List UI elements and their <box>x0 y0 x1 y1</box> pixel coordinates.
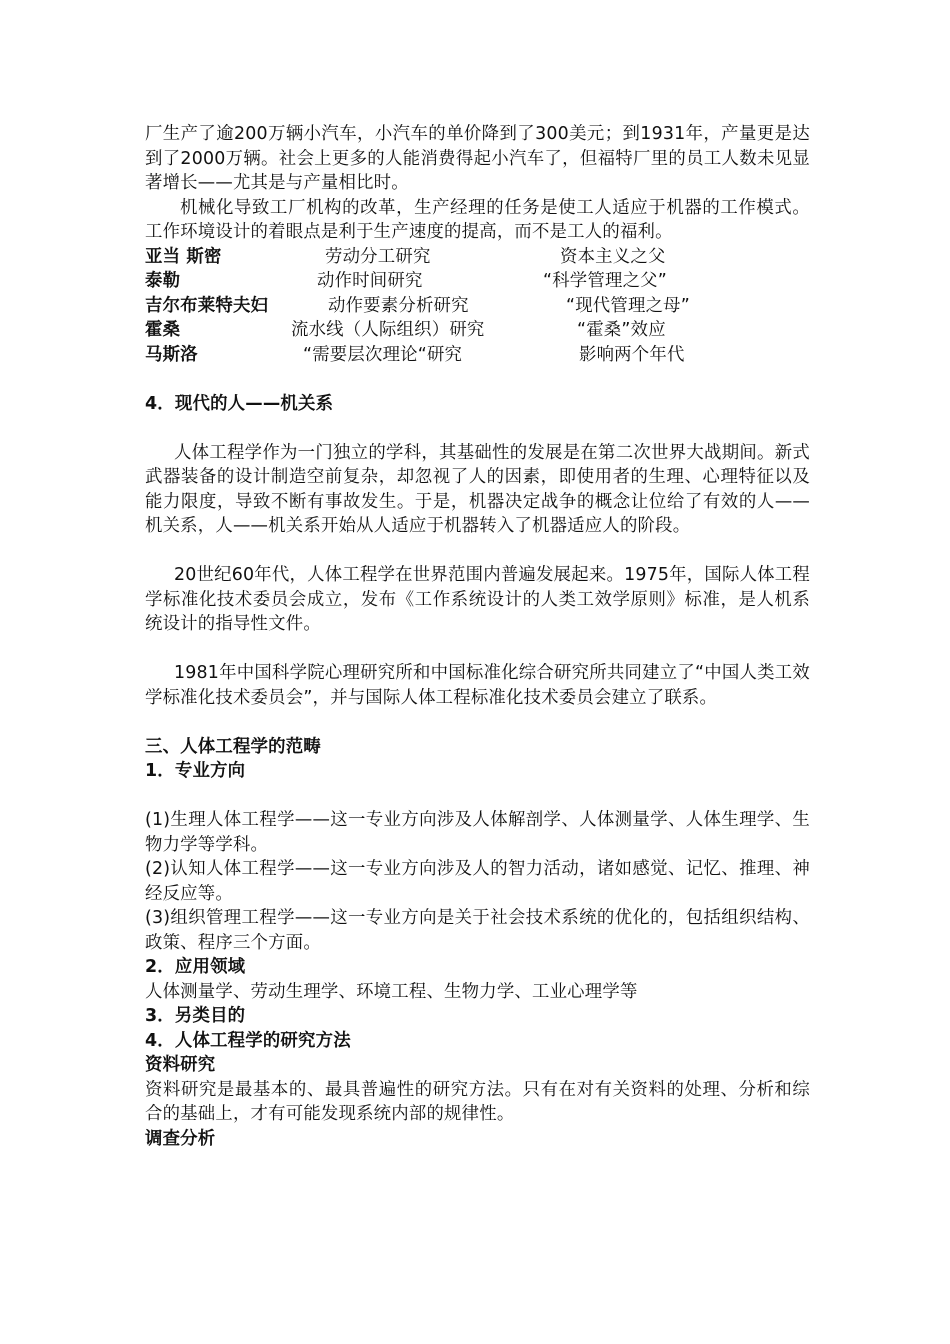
method-text-literature: 资料研究是最基本的、最具普遍性的研究方法。只有在对有关资料的处理、分析和综合的基础上，才有可能发现系统内部的规律性。 <box>145 1079 810 1124</box>
person-name: 霍桑 <box>145 320 181 340</box>
people-row <box>145 318 810 343</box>
paragraph-1960s: 20世纪60年代，人体工程学在世界范围内普遍发展起来。1975年，国际人体工程学标准化技术委员会成立，发布《工作系统设计的人类工效学原则》标准，是人机系统设计的指导性文件。 <box>145 565 810 634</box>
person-name: 泰勒 <box>145 271 181 291</box>
list-item: (1)生理人体工程学——这一专业方向涉及人体解剖学、人体测量学、人体生理学、生物力学等学科。 <box>145 810 810 855</box>
subheading-research-methods: 4．人体工程学的研究方法 <box>145 1030 351 1051</box>
person-name: 吉尔布莱特夫妇 <box>145 295 269 316</box>
people-table <box>145 245 810 368</box>
paragraph-1981: 1981年中国科学院心理研究所和中国标准化综合研究所共同建立了“中国人类工效学标准化技术委员会”，并与国际人体工程标准化技术委员会建立了联系。 <box>145 663 810 708</box>
people-row <box>145 245 810 270</box>
paragraph-ww2: 人体工程学作为一门独立的学科，其基础性的发展是在第二次世界大战期间。新式武器装备的设计制造空前复杂，却忽视了人的因素，即使用者的生理、心理特征以及能力限度，导致不断有事故发生。于是，机器决定战争的概念让位给了有效的人——机关系，人——机关系开始从人适应于机器转入了机器适应人的阶段。 <box>145 442 810 536</box>
person-note: “霍桑”效应 <box>577 320 666 340</box>
person-name: 亚当 斯密 <box>145 246 222 267</box>
person-name: 马斯洛 <box>145 344 198 365</box>
document-page <box>145 122 810 1151</box>
application-fields-text: 人体测量学、劳动生理学、环境工程、生物力学、工业心理学等 <box>145 981 638 1002</box>
section-3-heading: 三、人体工程学的范畴 <box>145 736 321 757</box>
people-row <box>145 294 810 319</box>
person-research: 劳动分工研究 <box>325 246 431 267</box>
subheading-professional-direction: 1．专业方向 <box>145 761 246 781</box>
person-research: “需要层次理论“研究 <box>303 344 463 365</box>
person-research: 动作时间研究 <box>317 271 423 291</box>
method-title-literature: 资料研究 <box>145 1055 216 1075</box>
list-item: (3)组织管理工程学——这一专业方向是关于社会技术系统的优化的，包括组织结构、政策、程序三个方面。 <box>145 908 810 953</box>
person-note: “科学管理之父” <box>543 271 667 291</box>
paragraph-mechanization: 机械化导致工厂机构的改革，生产经理的任务是使工人适应于机器的工作模式。工作环境设计的着眼点是利于生产速度的提高，而不是工人的福利。 <box>145 197 810 242</box>
subheading-other-purposes: 3．另类目的 <box>145 1006 246 1026</box>
person-research: 动作要素分析研究 <box>328 295 469 316</box>
paragraph-ford-production: 厂生产了逾200万辆小汽车，小汽车的单价降到了300美元；到1931年，产量更是达到了2000万辆。社会上更多的人能消费得起小汽车了，但福特厂里的员工人数未见显著增长——尤其是与产量相比时。 <box>145 124 810 193</box>
people-row <box>145 343 810 368</box>
person-note: 影响两个年代 <box>579 344 685 365</box>
subheading-application-fields: 2．应用领域 <box>145 957 246 977</box>
person-note: 资本主义之父 <box>560 246 666 267</box>
person-note: “现代管理之母” <box>566 295 690 316</box>
method-title-survey: 调查分析 <box>145 1128 216 1149</box>
section-4-heading: 4．现代的人——机关系 <box>145 393 334 414</box>
people-row <box>145 269 810 294</box>
list-item: (2)认知人体工程学——这一专业方向涉及人的智力活动，诸如感觉、记忆、推理、神经反应等。 <box>145 859 810 904</box>
person-research: 流水线（人际组织）研究 <box>291 320 485 340</box>
